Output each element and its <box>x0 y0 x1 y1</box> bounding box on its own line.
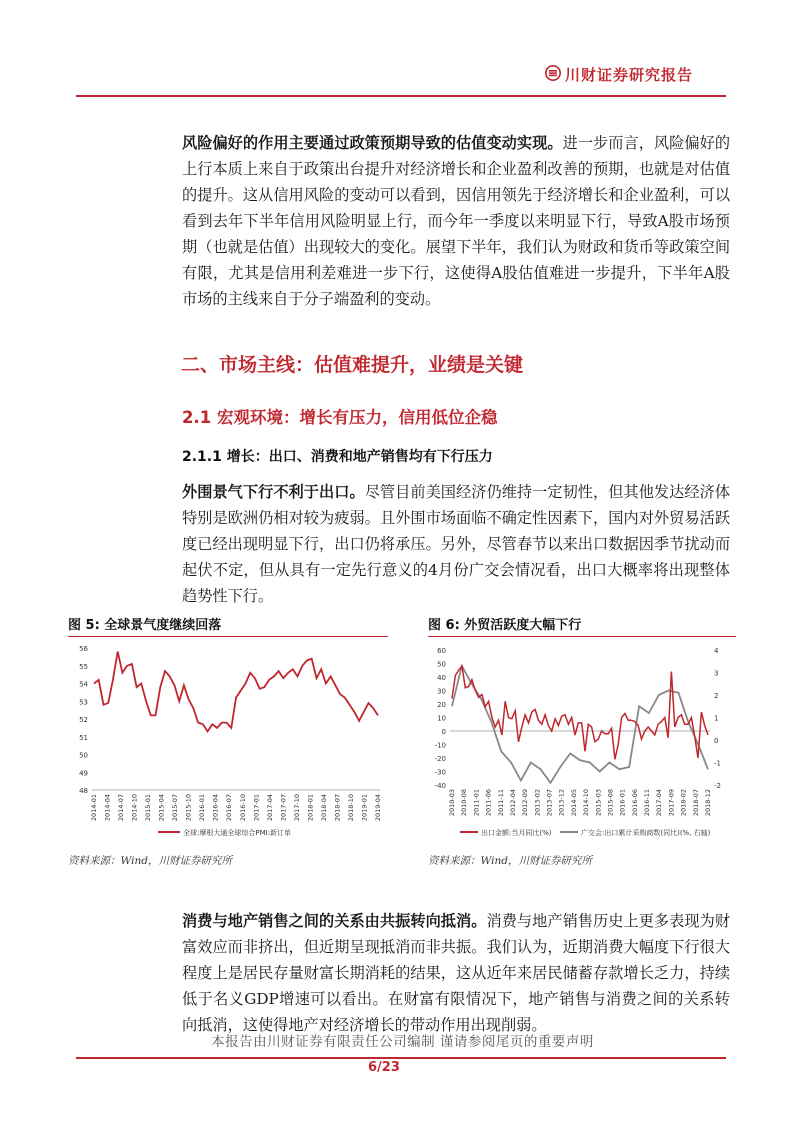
y-tick-label: 49 <box>79 769 88 778</box>
y-tick-label: 53 <box>79 698 88 707</box>
x-tick-label: 2014-10 <box>130 794 139 822</box>
y-left-tick-label: -10 <box>434 741 446 750</box>
y-left-tick-label: -40 <box>434 782 446 790</box>
x-tick-label: 2015-08 <box>606 789 615 817</box>
x-tick-label: 2012-04 <box>508 789 517 817</box>
y-right-tick-label: 0 <box>714 737 719 745</box>
export-series-line <box>452 666 708 759</box>
footer-divider <box>76 1057 726 1059</box>
x-tick-label: 2018-02 <box>679 789 688 817</box>
x-tick-label: 2019-01 <box>360 794 369 822</box>
footer-disclaimer: 本报告由川财证券有限责任公司编制 谨请参阅尾页的重要声明 <box>211 1034 594 1050</box>
x-tick-label: 2016-11 <box>643 789 652 817</box>
paragraph-lead: 消费与地产销售之间的关系由共振转向抵消。 <box>182 912 487 930</box>
x-tick-label: 2017-07 <box>279 794 288 822</box>
y-right-tick-label: 1 <box>714 714 719 723</box>
figure5-legend: 全球:摩根大通全球综合PMI:新订单 <box>183 829 292 837</box>
x-tick-label: 2011-06 <box>484 789 493 817</box>
x-tick-label: 2018-10 <box>346 794 355 822</box>
section-heading-1: 二、市场主线：估值难提升，业绩是关键 <box>181 354 524 376</box>
x-tick-label: 2017-04 <box>655 789 664 817</box>
figure5-source: 资料来源：Wind，川财证券研究所 <box>68 855 232 867</box>
paragraph-lead: 外围景气下行不利于出口。 <box>182 483 365 501</box>
x-tick-label: 2010-03 <box>448 789 456 817</box>
figure6-legend-right: 广交会:出口累计采购商数(同比)(%, 右轴) <box>581 829 711 837</box>
y-tick-label: 56 <box>79 645 88 653</box>
x-tick-label: 2016-06 <box>630 789 639 817</box>
figure6-title: 图 6: 外贸活跃度大幅下行 <box>428 618 582 633</box>
y-right-tick-label: 2 <box>714 692 719 700</box>
page-number: 6/23 <box>368 1060 400 1075</box>
x-tick-label: 2016-10 <box>238 794 247 822</box>
figure5-rule <box>68 636 388 637</box>
report-header-title: 川财证券研究报告 <box>565 66 694 84</box>
x-tick-label: 2016-04 <box>211 794 220 822</box>
y-right-tick-label: -1 <box>714 759 721 768</box>
x-tick-label: 2018-04 <box>319 794 328 822</box>
figure5-chart <box>68 640 388 845</box>
x-tick-label: 2014-07 <box>117 794 126 822</box>
section-heading-3: 2.1.1 增长：出口、消费和地产销售均有下行压力 <box>182 449 493 465</box>
x-tick-label: 2017-10 <box>292 794 301 822</box>
y-left-tick-label: 50 <box>437 660 446 669</box>
pmi-series-line <box>94 652 378 732</box>
paragraph-consumption <box>182 908 730 1038</box>
paragraph-risk-appetite <box>182 130 730 312</box>
y-left-tick-label: -30 <box>434 768 446 777</box>
figure5-title: 图 5: 全球景气度继续回落 <box>68 618 222 633</box>
y-tick-label: 54 <box>79 680 88 689</box>
y-right-tick-label: -2 <box>714 782 721 790</box>
y-tick-label: 52 <box>79 716 88 724</box>
paragraph-exports <box>182 479 730 609</box>
figure6-legend-left: 出口金额:当月同比(%) <box>481 829 552 837</box>
x-tick-label: 2013-12 <box>557 789 566 817</box>
figure6-rule <box>428 636 736 637</box>
y-left-tick-label: 30 <box>437 687 446 696</box>
x-tick-label: 2010-08 <box>460 789 469 817</box>
x-tick-label: 2015-07 <box>171 794 180 822</box>
y-tick-label: 48 <box>79 787 88 795</box>
section-heading-2: 2.1 宏观环境：增长有压力，信用低位企稳 <box>182 408 498 427</box>
x-tick-label: 2014-04 <box>103 794 112 822</box>
y-left-tick-label: 20 <box>437 701 446 709</box>
x-tick-label: 2017-01 <box>252 794 261 822</box>
y-right-tick-label: 3 <box>714 669 719 678</box>
figure6-source: 资料来源：Wind，川财证券研究所 <box>428 855 592 867</box>
x-tick-label: 2015-03 <box>594 789 603 817</box>
x-tick-label: 2015-10 <box>184 794 193 822</box>
y-left-tick-label: 10 <box>437 714 446 723</box>
y-left-tick-label: 40 <box>437 674 446 682</box>
x-tick-label: 2011-01 <box>472 789 481 817</box>
x-tick-label: 2014-05 <box>569 789 578 817</box>
x-tick-label: 2015-04 <box>157 794 166 822</box>
paragraph-body: 进一步而言，风险偏好的上行本质上来自于政策出台提升对经济增长和企业盈利改善的预期，也就是对估值的提升。这从信用风险的变动可以看到，因信用领先于经济增长和企业盈利，可以看到去年下半年信用风险明显上行，而今年一季度以来明显下行，导致A股市场预期（也就是估值）出现较大的变化。展望下半年，我们认为财政和货币等政策空间有限，尤其是信用利差难进一步下行，这使得A股估值难进一步提升，下半年A股市场的主线来自于分子端盈利的变动。 <box>182 134 731 308</box>
paragraph-body: 尽管目前美国经济仍维持一定韧性，但其他发达经济体特别是欧洲仍相对较为疲弱。且外围市场面临不确定性因素下，国内对外贸易活跃度已经出现明显下行，出口仍将承压。另外，尽管春节以来出口数据因季节扰动而起伏不定，但从具有一定先行意义的4月份广交会情况看，出口大概率将出现整体趋势性下行。 <box>182 483 731 605</box>
y-tick-label: 51 <box>79 733 88 742</box>
x-tick-label: 2018-12 <box>704 789 712 817</box>
figure6-chart <box>420 640 736 845</box>
paragraph-body: 消费与地产销售历史上更多表现为财富效应而非挤出，但近期呈现抵消而非共振。我们认为，近期消费大幅度下行很大程度上是居民存量财富长期消耗的结果，这从近年来居民储蓄存款增长乏力，持续低于名义GDP增速可以看出。在财富有限情况下，地产销售与消费之间的关系转向抵消，这使得地产对经济增长的带动作用出现削弱。 <box>182 912 731 1034</box>
paragraph-lead: 风险偏好的作用主要通过政策预期导致的估值变动实现。 <box>182 134 563 152</box>
x-tick-label: 2017-09 <box>667 789 676 817</box>
x-tick-label: 2013-02 <box>533 789 542 817</box>
x-tick-label: 2011-11 <box>496 789 505 817</box>
x-tick-label: 2018-07 <box>691 789 700 817</box>
y-left-tick-label: -20 <box>434 755 446 763</box>
canton-fair-series-line <box>452 666 708 783</box>
x-tick-label: 2014-01 <box>90 794 98 822</box>
y-right-tick-label: 4 <box>714 647 719 655</box>
y-tick-label: 55 <box>79 662 88 671</box>
company-logo-icon <box>545 65 561 81</box>
x-tick-label: 2018-01 <box>306 794 315 822</box>
x-tick-label: 2016-01 <box>198 794 207 822</box>
y-tick-label: 50 <box>79 751 88 760</box>
x-tick-label: 2012-09 <box>521 789 530 817</box>
y-left-tick-label: 60 <box>437 647 446 655</box>
x-tick-label: 2018-07 <box>333 794 342 822</box>
x-tick-label: 2015-01 <box>144 794 153 822</box>
x-tick-label: 2016-01 <box>618 789 627 817</box>
x-tick-label: 2017-04 <box>265 794 274 822</box>
y-left-tick-label: 0 <box>441 728 446 736</box>
x-tick-label: 2013-07 <box>545 789 554 817</box>
x-tick-label: 2019-04 <box>374 794 382 822</box>
x-tick-label: 2014-10 <box>582 789 591 817</box>
header-divider <box>76 95 726 97</box>
x-tick-label: 2016-07 <box>225 794 234 822</box>
